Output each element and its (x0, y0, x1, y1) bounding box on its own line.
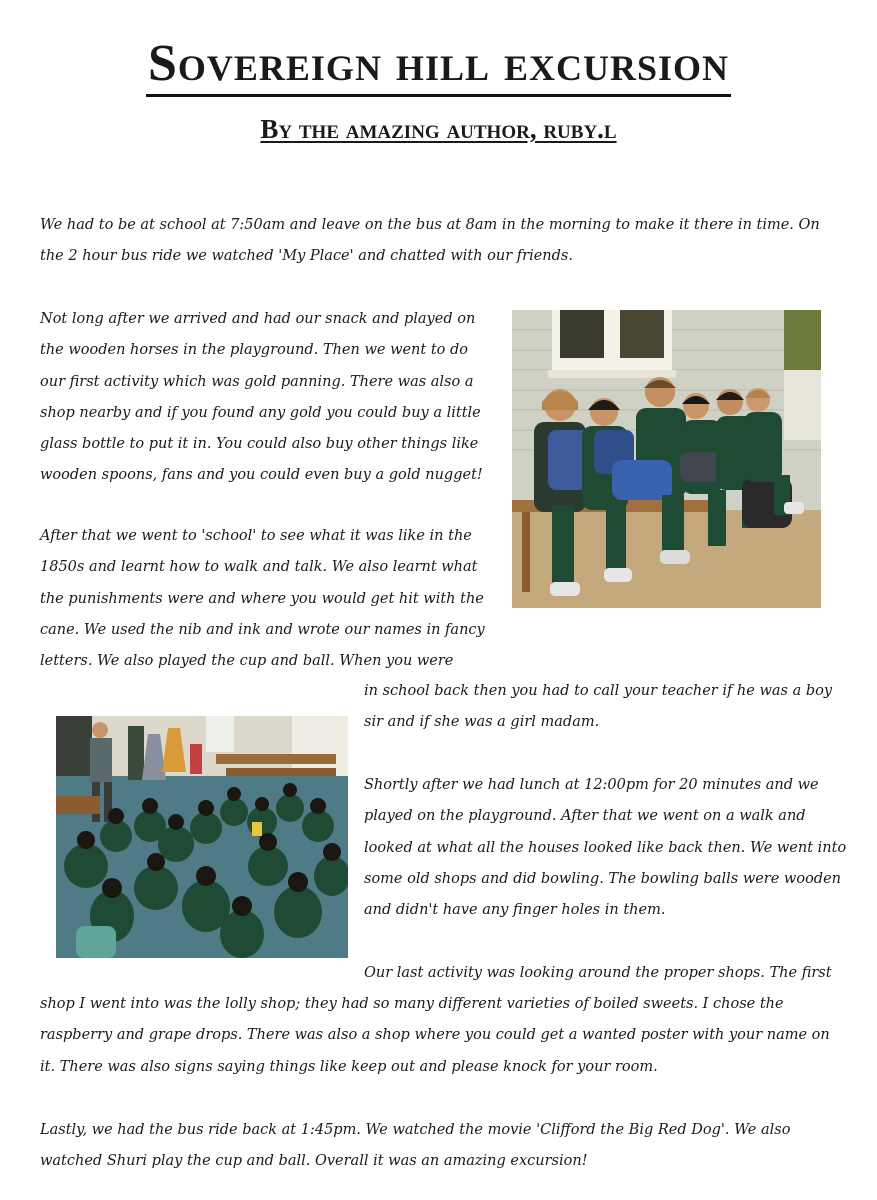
paragraph-gold-panning: Not long after we arrived and had our snack and played on the wooden horses in the playground. Then we went to do our first activity which was gold panning. There was also a shop nearby and if you found any gold you could buy a little glass bottle to put it in. You could also buy other things like wooden spoons, fans and you could even buy a gold nugget! (40, 311, 483, 484)
paragraph-return-trip: Lastly, we had the bus ride back at 1:45pm. We watched the movie 'Clifford the Big Red Dog'. We also watched Shuri play the cup and ball. Overall it was an amazing excursion! (40, 1122, 791, 1170)
author-subtitle (0, 114, 877, 145)
page-title (0, 34, 877, 93)
students-bench-photo (512, 310, 821, 608)
classroom-illustration (56, 716, 348, 958)
paragraph-bus-ride: We had to be at school at 7:50am and leave on the bus at 8am in the morning to make it there in time. On the 2 hour bus ride we watched 'My Place' and chatted with our friends. (40, 217, 820, 265)
paragraph-school-continued: in school back then you had to call your teacher if he was a boy sir and if she was a girl madam. (364, 683, 833, 731)
paragraph-school: After that we went to 'school' to see what it was like in the 1850s and learnt how to walk and talk. We also learnt what the punishments were and where you would get hit with the cane. We used the nib and ink and wrote our names in fancy letters. We also played the cup and ball. When you were (40, 528, 485, 670)
classroom-photo (56, 716, 348, 958)
students-bench-illustration (512, 310, 821, 608)
paragraph-lunch: Shortly after we had lunch at 12:00pm for 20 minutes and we played on the playground. After that we went on a walk and looked at what all the houses looked like back then. We went into some old shops and did bowling. The bowling balls were wooden and didn't have any finger holes in them. (364, 777, 847, 919)
paragraph-shops: shop I went into was the lolly shop; they had so many different varieties of boiled sweets. I chose the raspberry and grape drops. There was also a shop where you could get a wanted poster with your name on it. There was also signs saying things like keep out and please knock for your room. (40, 996, 830, 1075)
author-subtitle-text: By the amazing author, ruby.l (260, 114, 617, 144)
paragraph-shops-start: Our last activity was looking around the proper shops. The first (364, 965, 832, 981)
page-title-text: Sovereign hill excursion (146, 35, 731, 97)
